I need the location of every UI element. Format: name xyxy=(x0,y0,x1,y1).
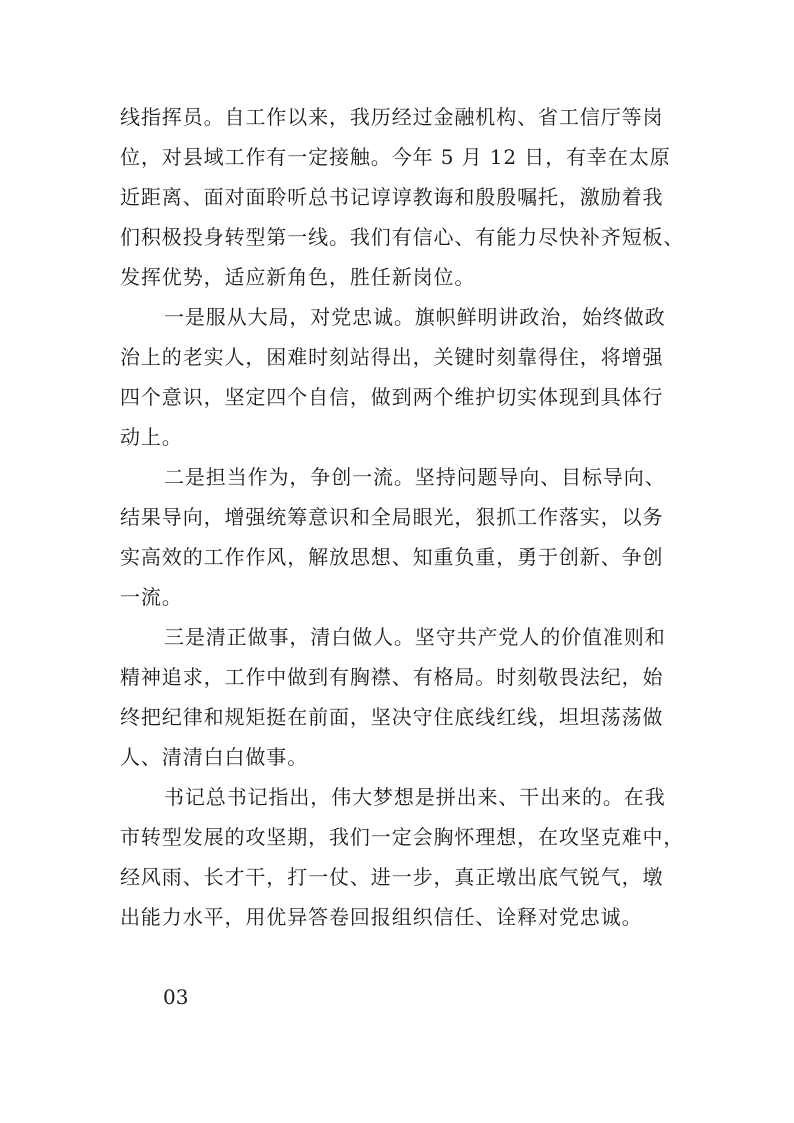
paragraph-line: 位，对县域工作有一定接触。今年 5 月 12 日，有幸在太原 xyxy=(120,145,671,169)
paragraph-line: 三是清正做事，清白做人。坚守共产党人的价值准则和 xyxy=(164,625,666,649)
paragraph-line: 近距离、面对面聆听总书记谆谆教诲和殷殷嘱托，激励着我 xyxy=(120,185,664,209)
paragraph-line: 结果导向，增强统筹意识和全局眼光，狠抓工作落实，以务 xyxy=(120,505,664,529)
paragraph-line: 出能力水平，用优异答卷回报组织信任、诠释对党忠诚。 xyxy=(120,905,643,929)
paragraph-line: 经风雨、长才干，打一仗、进一步，真正墩出底气锐气，墩 xyxy=(120,865,664,889)
paragraph-line: 实高效的工作作风，解放思想、知重负重，勇于创新、争创 xyxy=(120,545,664,569)
paragraph-line: 线指挥员。自工作以来，我历经过金融机构、省工信厅等岗 xyxy=(120,105,664,129)
paragraph-line: 精神追求，工作中做到有胸襟、有格局。时刻敬畏法纪，始 xyxy=(120,665,664,689)
paragraph-line: 一是服从大局，对党忠诚。旗帜鲜明讲政治，始终做政 xyxy=(164,305,666,329)
document-body xyxy=(120,97,685,937)
paragraph-line: 四个意识，坚定四个自信，做到两个维护切实体现到具体行 xyxy=(120,385,664,409)
paragraph-line: 市转型发展的攻坚期，我们一定会胸怀理想，在攻坚克难中， xyxy=(120,825,685,849)
paragraph-line: 人、清清白白做事。 xyxy=(120,745,309,769)
paragraph-line: 一流。 xyxy=(120,585,183,609)
paragraph-line: 治上的老实人，困难时刻站得出，关键时刻靠得住，将增强 xyxy=(120,345,664,369)
paragraph-line: 终把纪律和规矩挺在前面，坚决守住底线红线，坦坦荡荡做 xyxy=(120,705,664,729)
paragraph-line: 发挥优势，适应新角色，胜任新岗位。 xyxy=(120,265,476,289)
paragraph-line: 书记总书记指出，伟大梦想是拼出来、干出来的。在我 xyxy=(164,785,666,809)
paragraph-line: 二是担当作为，争创一流。坚持问题导向、目标导向、 xyxy=(164,465,666,489)
paragraph-line: 动上。 xyxy=(120,425,183,449)
paragraph-line: 们积极投身转型第一线。我们有信心、有能力尽快补齐短板、 xyxy=(120,225,685,249)
page-number: 03 xyxy=(163,985,189,1009)
